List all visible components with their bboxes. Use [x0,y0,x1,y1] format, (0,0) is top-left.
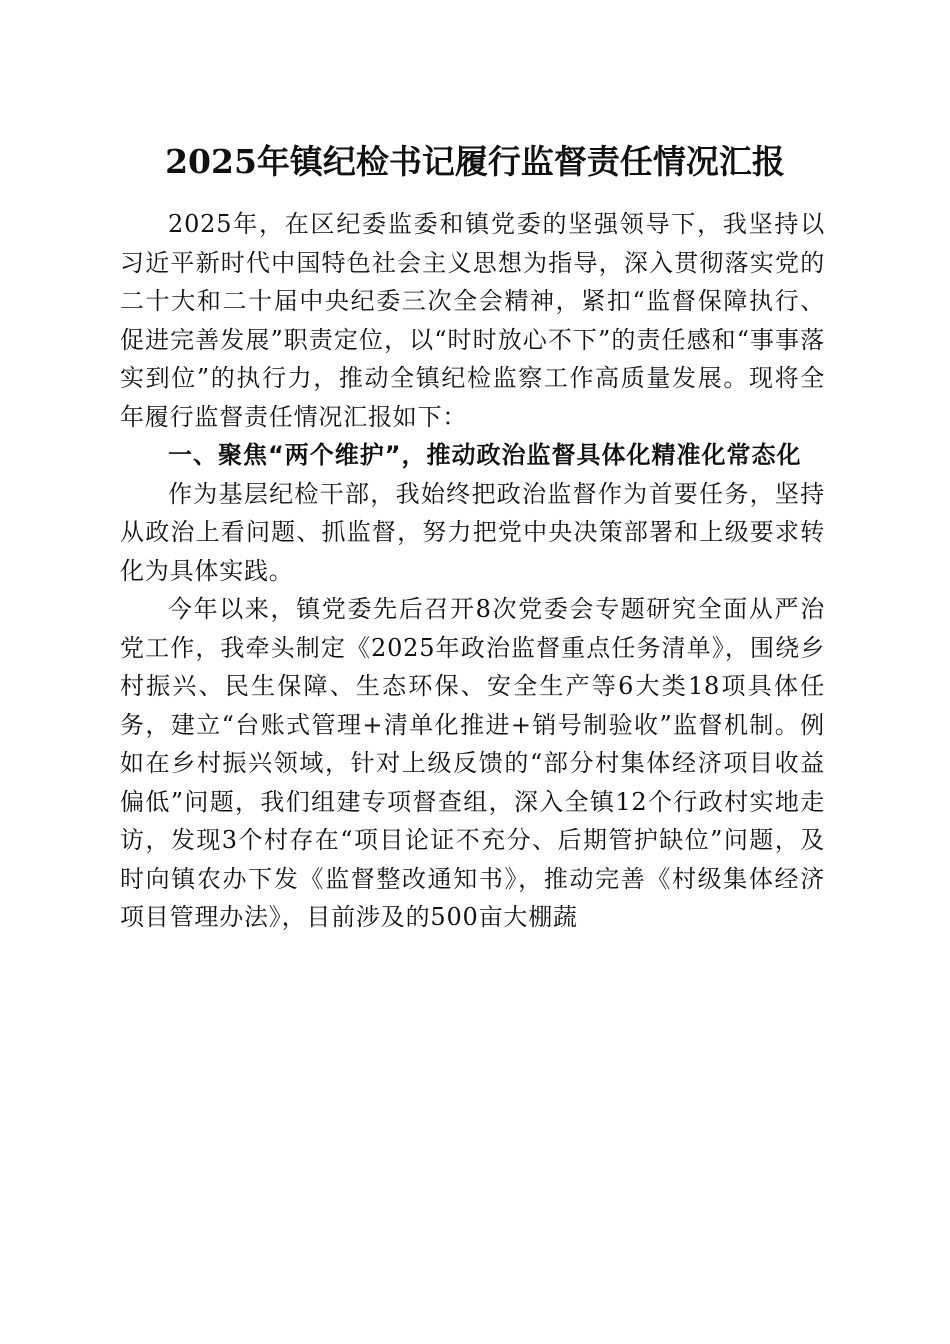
paragraph-intro: 2025年，在区纪委监委和镇党委的坚强领导下，我坚持以习近平新时代中国特色社会主义思想为指导，深入贯彻落实党的二十大和二十届中央纪委三次全会精神，紧扣“监督保障执行、促进完善发展”职责定位，以“时时放心不下”的责任感和“事事落实到位”的执行力，推动全镇纪检监察工作高质量发展。现将全年履行监督责任情况汇报如下： [120,210,825,431]
document-body [120,205,825,937]
paragraph-section1-detail: 今年以来，镇党委先后召开8次党委会专题研究全面从严治党工作，我牵头制定《2025年政治监督重点任务清单》，围绕乡村振兴、民生保障、生态环保、安全生产等6大类18项具体任务，建立“台账式管理+清单化推进+销号制验收”监督机制。例如在乡村振兴领域，针对上级反馈的“部分村集体经济项目收益偏低”问题，我们组建专项督查组，深入全镇12个行政村实地走访，发现3个村存在“项目论证不充分、后期管护缺位”问题，及时向镇农办下发《监督整改通知书》，推动完善《村级集体经济项目管理办法》，目前涉及的500亩大棚蔬 [120,595,825,931]
document-title: 2025年镇纪检书记履行监督责任情况汇报 [165,142,785,181]
section-heading-1: 一、聚焦“两个维护”，推动政治监督具体化精准化常态化 [168,441,802,469]
paragraph-section1-lead: 作为基层纪检干部，我始终把政治监督作为首要任务，坚持从政治上看问题、抓监督，努力把党中央决策部署和上级要求转化为具体实践。 [120,479,825,585]
